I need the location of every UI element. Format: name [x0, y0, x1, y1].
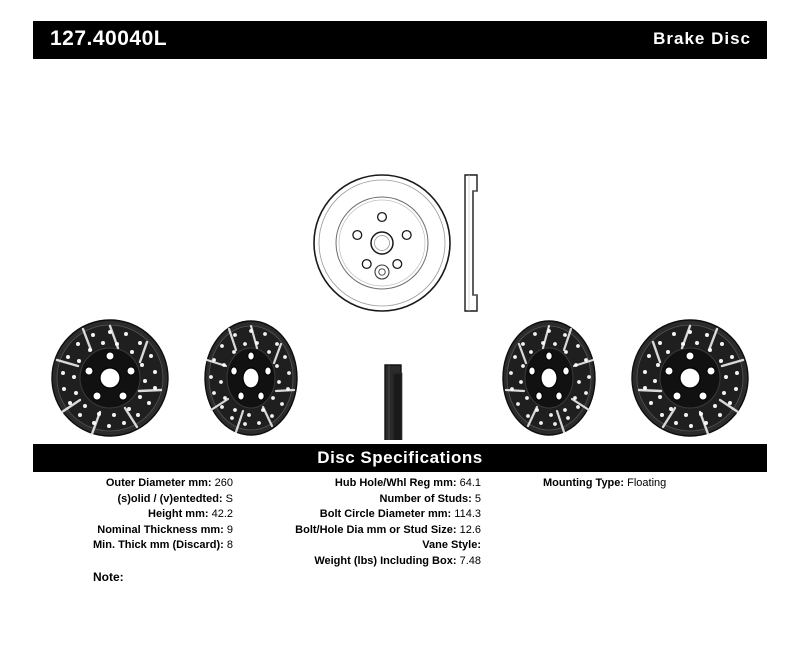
spec-title: Disc Specifications	[317, 448, 483, 467]
spec-row	[33, 476, 233, 492]
spec-row	[241, 507, 481, 523]
header-bar	[33, 21, 767, 59]
spec-value: 114.3	[454, 508, 481, 520]
spec-row	[33, 507, 233, 523]
spec-value: 42.2	[211, 508, 233, 520]
spec-row	[241, 538, 481, 554]
rotor-drilled-slotted-left-angle	[205, 321, 297, 435]
spec-column-left	[33, 476, 233, 554]
spec-label: Min. Thick mm (Discard):	[93, 539, 224, 551]
spec-label: Vane Style:	[422, 539, 481, 551]
rotor-drilled-slotted-right-angle	[503, 321, 595, 435]
spec-value: 8	[226, 539, 233, 551]
document-type-label: Brake Disc	[653, 29, 751, 48]
spec-label: (s)olid / (v)entedted:	[117, 492, 223, 505]
spec-value: Floating	[627, 477, 667, 489]
spec-row	[241, 492, 481, 508]
spec-column-middle	[241, 476, 481, 569]
spec-value: 260	[214, 477, 233, 489]
rotor-drilled-slotted-right-face	[632, 320, 748, 436]
spec-value: 12.6	[459, 523, 481, 536]
spec-row	[33, 538, 233, 554]
spec-row	[543, 476, 773, 492]
spec-column-right	[543, 476, 773, 492]
spec-band	[33, 444, 767, 472]
spec-label: Outer Diameter mm:	[105, 477, 212, 489]
spec-value: S	[225, 492, 233, 505]
spec-value: 64.1	[459, 477, 481, 489]
spec-row	[241, 476, 481, 492]
rotor-edge-profile-bottom	[385, 365, 402, 440]
note-field	[93, 570, 124, 584]
rotor-face-plain-top	[314, 175, 450, 311]
spec-label: Height mm:	[148, 508, 209, 520]
rotor-edge-profile-top	[465, 175, 477, 311]
spec-value: 7.48	[459, 554, 481, 567]
spec-row	[33, 492, 233, 508]
spec-value: 9	[226, 523, 233, 536]
product-drawings	[0, 60, 800, 440]
spec-label: Bolt Circle Diameter mm:	[319, 508, 452, 520]
spec-row	[241, 523, 481, 539]
part-number: 127.40040L	[50, 27, 168, 50]
spec-label: Weight (lbs) Including Box:	[314, 554, 457, 567]
spec-value: 5	[474, 492, 481, 505]
spec-label: Hub Hole/Whl Reg mm:	[334, 477, 457, 489]
spec-label: Mounting Type:	[543, 477, 625, 489]
note-label: Note:	[93, 570, 124, 584]
spec-row	[33, 523, 233, 539]
spec-row	[241, 554, 481, 570]
spec-label: Number of Studs:	[379, 492, 472, 505]
spec-label: Nominal Thickness mm:	[97, 523, 224, 536]
rotor-drilled-slotted-left-face	[52, 320, 168, 436]
spec-label: Bolt/Hole Dia mm or Stud Size:	[295, 523, 457, 536]
